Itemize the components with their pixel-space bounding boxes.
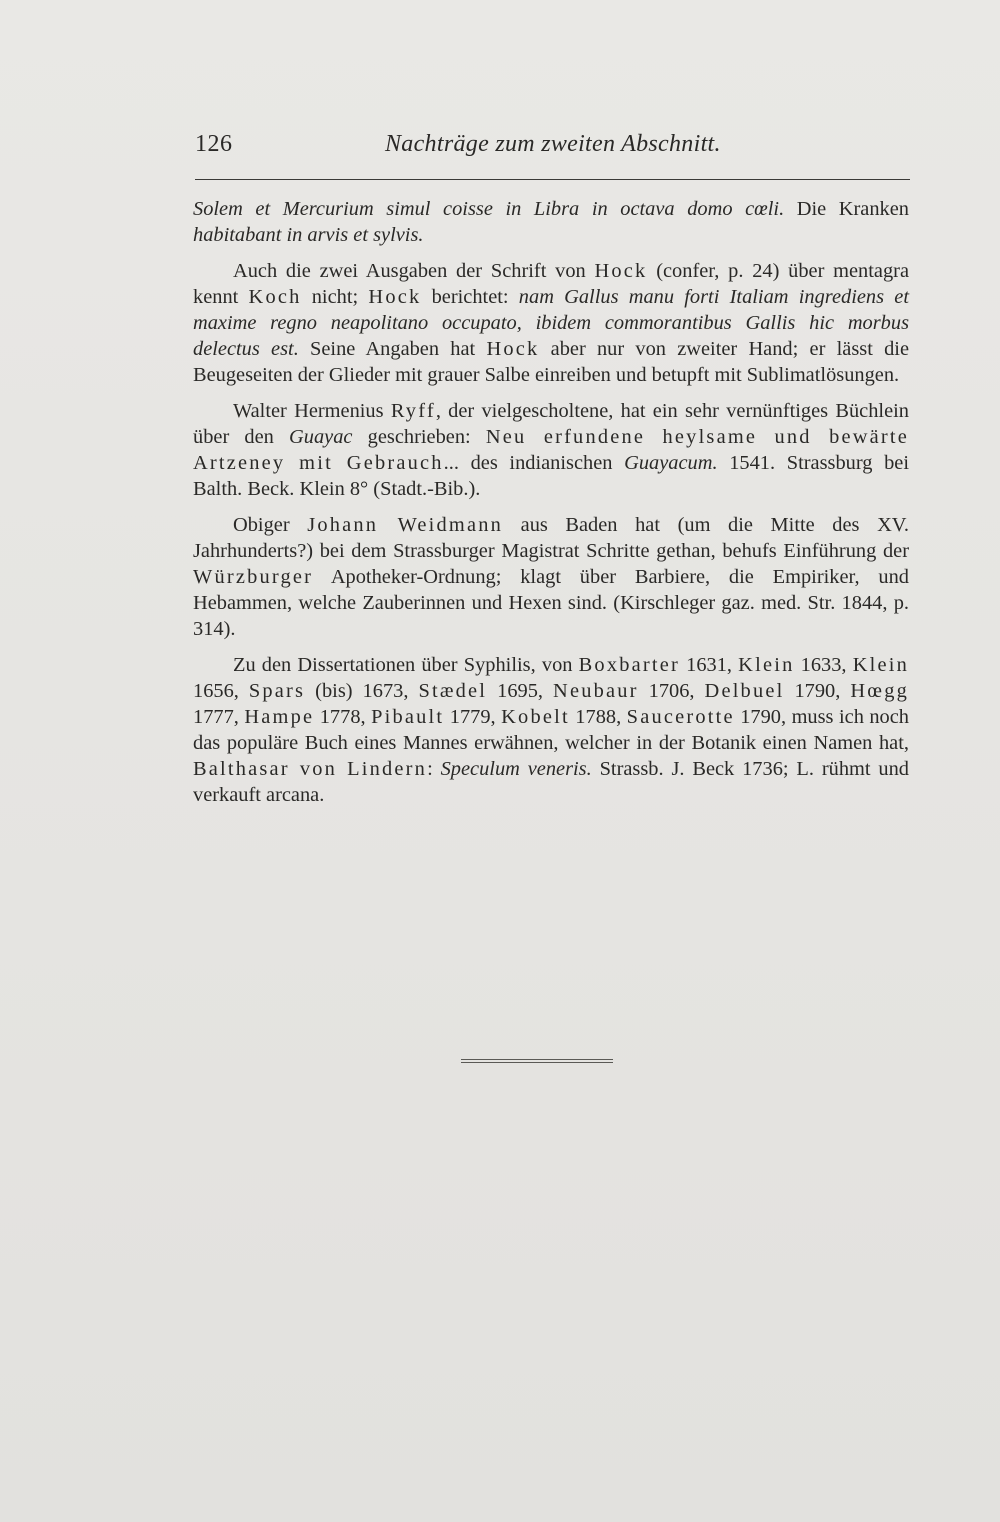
rule-line: [461, 1062, 613, 1063]
author-name: Delbuel: [704, 680, 785, 702]
text: 1790,: [784, 680, 851, 702]
text: aus Baden hat (um die Mitte des XV. Jahrhunderts?) bei dem Strassburger Magistrat Schritte gethan, behufs Einführung der: [193, 514, 909, 562]
text: (bis) 1673,: [305, 680, 419, 702]
paragraph-5: [193, 652, 909, 808]
page-title: Nachträge zum zweiten Abschnitt.: [385, 131, 721, 157]
author-name: Saucerotte: [626, 706, 735, 728]
text: 1790, muss ich noch das populäre Buch eines Mannes erwähnen, welcher in der Botanik einen Namen hat,: [193, 706, 910, 754]
author-name: Hock: [368, 286, 422, 308]
text: Die Kranken: [784, 198, 909, 220]
paragraph-4: [193, 512, 909, 642]
author-name: Pibault: [371, 706, 445, 728]
text: 1788,: [569, 706, 627, 728]
text: :: [427, 758, 441, 780]
text: Auch die zwei Ausgaben der Schrift von: [233, 260, 595, 282]
text: Obiger: [233, 514, 308, 536]
text: 1706,: [638, 680, 705, 702]
text: 1779,: [444, 706, 502, 728]
italic-term: Guayacum.: [624, 452, 718, 474]
text: 1777,: [193, 706, 245, 728]
text: 1656,: [193, 680, 249, 702]
author-name: Ryff: [390, 400, 436, 422]
author-name: Hock: [594, 260, 648, 282]
author-name: Johann Weidmann: [307, 514, 504, 536]
author-name: Hock: [486, 338, 540, 360]
header-rule: [195, 179, 910, 180]
text: (confer, p. 24) über mentagra kennt: [193, 260, 909, 308]
text: Strassb. J. Beck 1736; L. rühmt und verkauft arcana.: [193, 758, 909, 806]
text: Seine Angaben hat: [298, 338, 487, 360]
author-name: Klein: [852, 654, 909, 676]
author-name: Boxbarter: [578, 654, 680, 676]
text: Walter Hermenius: [233, 400, 391, 422]
page-body: [193, 196, 909, 818]
paragraph-1: [193, 196, 909, 248]
author-name: Stædel: [418, 680, 488, 702]
paragraph-3: [193, 398, 909, 502]
rule-line: [461, 1059, 613, 1060]
author-name: Koch: [248, 286, 302, 308]
text: Zu den Dissertationen über Syphilis, von: [233, 654, 579, 676]
spaced-term: Würzburger: [193, 566, 314, 588]
author-name: Neubaur: [553, 680, 639, 702]
author-name: Balthasar von Lindern: [193, 758, 428, 780]
text: aber nur von zweiter Hand; er lässt die Beugeseiten der Glieder mit grauer Salbe einreiben und betupft mit Sublimatlösungen.: [193, 338, 910, 386]
latin-quote: nam Gallus manu forti Italiam ingrediens et maxime regno neapolitano occupato, ibidem commorantibus Gallis hic morbus delectus est.: [193, 286, 909, 360]
text: nicht;: [301, 286, 369, 308]
text: Apotheker-Ordnung; klagt über Barbiere, die Empiriker, und Hebammen, welche Zauberinnen und Hexen sind. (Kirschleger gaz. med. Str. 1844, p. 314).: [193, 566, 909, 640]
author-name: Spars: [248, 680, 306, 702]
author-name: Hœgg: [850, 680, 909, 702]
latin-quote: habitabant in arvis et sylvis.: [193, 224, 424, 246]
text: 1633,: [794, 654, 853, 676]
author-name: Kobelt: [501, 706, 570, 728]
text: 1631,: [679, 654, 739, 676]
latin-quote: Solem et Mercurium simul coisse in Libra in octava domo cœli.: [193, 198, 785, 220]
text: berichtet:: [421, 286, 519, 308]
page-number: 126: [195, 131, 233, 157]
text: 1541. Strassburg bei Balth. Beck. Klein 8° (Stadt.-Bib.).: [193, 452, 910, 500]
paragraph-2: [193, 258, 909, 388]
book-title: Speculum veneris.: [440, 758, 592, 780]
text: , der vielgescholtene, hat ein sehr vernünftiges Büchlein über den: [193, 400, 909, 448]
text: 1695,: [487, 680, 554, 702]
section-end-rule: [461, 1059, 613, 1063]
text: geschrieben:: [352, 426, 486, 448]
author-name: Klein: [738, 654, 795, 676]
italic-term: Guayac: [289, 426, 353, 448]
text: 1778,: [314, 706, 372, 728]
running-head: [195, 131, 910, 161]
author-name: Hampe: [244, 706, 315, 728]
text: ... des indianischen: [443, 452, 625, 474]
book-title: Neu erfundene heylsame und bewärte Artzeney mit Gebrauch: [193, 426, 910, 474]
